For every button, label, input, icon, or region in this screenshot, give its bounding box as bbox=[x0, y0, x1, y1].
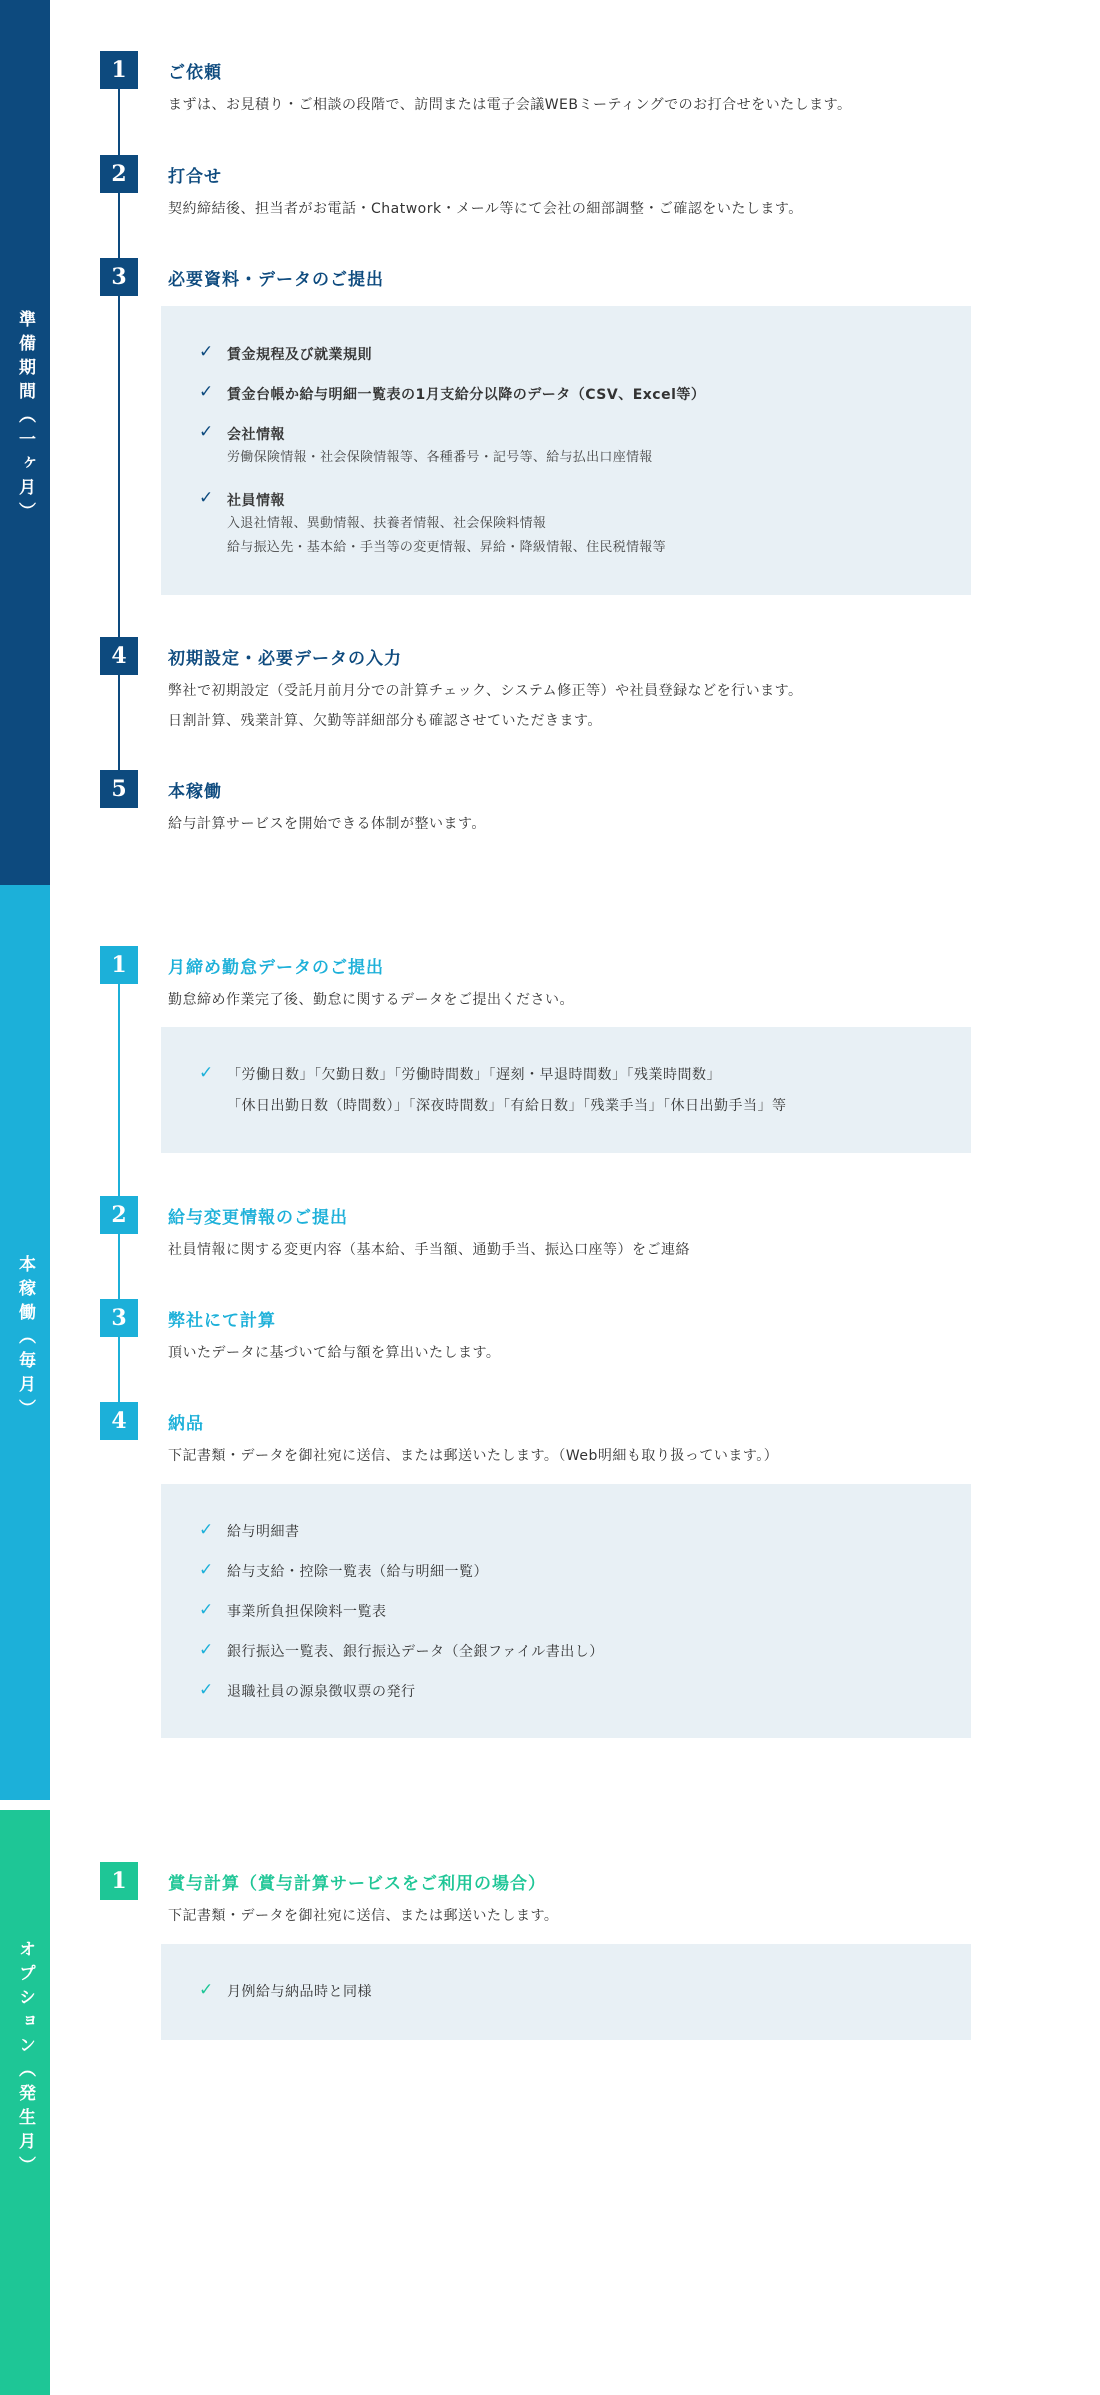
ops-step-4-desc: 下記書類・データを御社宛に送信、または郵送いたします。（Web明細も取り扱っています。） bbox=[168, 1448, 779, 1464]
prep-step-5-title: 本稼働 bbox=[168, 782, 222, 802]
ops-step-4-title: 納品 bbox=[168, 1414, 204, 1434]
deliverable-item: 事業所負担保険料一覧表 bbox=[227, 1604, 387, 1620]
document-item-title: 社員情報 bbox=[227, 493, 285, 509]
option-item: 月例給与納品時と同様 bbox=[227, 1984, 372, 2000]
prep-step-1-title: ご依頼 bbox=[168, 63, 222, 83]
option-items-box bbox=[161, 1944, 971, 2040]
check-icon: ✓ bbox=[199, 1063, 214, 1083]
prep-step-4-desc-line-1: 弊社で初期設定（受託月前月分での計算チェック、システム修正等）や社員登録などを行います。 bbox=[168, 683, 803, 699]
check-icon: ✓ bbox=[199, 382, 214, 402]
check-icon: ✓ bbox=[199, 422, 214, 442]
prep-step-5-desc: 給与計算サービスを開始できる体制が整います。 bbox=[168, 816, 486, 832]
ops-step-1-desc: 勤怠締め作業完了後、勤怠に関するデータをご提出ください。 bbox=[168, 992, 574, 1008]
check-icon: ✓ bbox=[199, 1680, 214, 1700]
option-step-1-desc: 下記書類・データを御社宛に送信、または郵送いたします。 bbox=[168, 1908, 559, 1924]
deliverable-item: 銀行振込一覧表、銀行振込データ（全銀ファイル書出し） bbox=[227, 1644, 604, 1660]
ops-period-label: 本稼働（毎月） bbox=[15, 1255, 35, 1423]
document-item-sub: 入退社情報、異動情報、扶養者情報、社会保険料情報 bbox=[227, 516, 547, 531]
deliverable-item: 退職社員の源泉徴収票の発行 bbox=[227, 1684, 416, 1700]
ops-step-2-desc: 社員情報に関する変更内容（基本給、手当額、通勤手当、振込口座等）をご連絡 bbox=[168, 1242, 690, 1258]
prep-step-4-desc-line-2: 日割計算、残業計算、欠勤等詳細部分も確認させていただきます。 bbox=[168, 713, 602, 729]
check-icon: ✓ bbox=[199, 488, 214, 508]
prep-step-1-number: 1 bbox=[100, 51, 138, 89]
sidebar-prep-period bbox=[0, 0, 50, 885]
ops-step-3-number: 3 bbox=[100, 1299, 138, 1337]
ops-step-4-number: 4 bbox=[100, 1402, 138, 1440]
option-step-1-title: 賞与計算（賞与計算サービスをご利用の場合） bbox=[168, 1874, 546, 1894]
check-icon: ✓ bbox=[199, 1980, 214, 2000]
deliverable-item: 給与支給・控除一覧表（給与明細一覧） bbox=[227, 1564, 488, 1580]
sidebar-ops-period bbox=[0, 885, 50, 1800]
check-icon: ✓ bbox=[199, 1640, 214, 1660]
ops-step-1-title: 月締め勤怠データのご提出 bbox=[168, 958, 384, 978]
prep-step-2-number: 2 bbox=[100, 155, 138, 193]
option-period-label: オプション（発生月） bbox=[15, 1940, 35, 2180]
deliverables-box bbox=[161, 1484, 971, 1738]
attendance-item-line-1: 「労働日数」「欠勤日数」「労働時間数」「遅刻・早退時間数」「残業時間数」 bbox=[227, 1067, 721, 1083]
deliverable-item: 給与明細書 bbox=[227, 1524, 300, 1540]
prep-step-3-title: 必要資料・データのご提出 bbox=[168, 270, 384, 290]
check-icon: ✓ bbox=[199, 1600, 214, 1620]
ops-timeline-line bbox=[118, 965, 120, 1420]
required-documents-box bbox=[161, 306, 971, 595]
ops-step-2-title: 給与変更情報のご提出 bbox=[168, 1208, 348, 1228]
prep-step-4-title: 初期設定・必要データの入力 bbox=[168, 649, 402, 669]
document-item-sub: 労働保険情報・社会保険情報等、各種番号・記号等、給与払出口座情報 bbox=[227, 450, 653, 465]
document-item-sub: 給与振込先・基本給・手当等の変更情報、昇給・降級情報、住民税情報等 bbox=[227, 540, 666, 555]
ops-step-3-desc: 頂いたデータに基づいて給与額を算出いたします。 bbox=[168, 1345, 501, 1361]
document-item-title: 会社情報 bbox=[227, 427, 285, 443]
document-item-title: 賃金台帳か給与明細一覧表の1月支給分以降のデータ（CSV、Excel等） bbox=[227, 387, 706, 403]
prep-step-2-title: 打合せ bbox=[168, 167, 222, 187]
ops-step-2-number: 2 bbox=[100, 1196, 138, 1234]
check-icon: ✓ bbox=[199, 1560, 214, 1580]
ops-step-1-number: 1 bbox=[100, 946, 138, 984]
prep-step-2-desc: 契約締結後、担当者がお電話・Chatwork・メール等にて会社の細部調整・ご確認をいたします。 bbox=[168, 201, 803, 217]
sidebar-option-period bbox=[0, 1810, 50, 2395]
ops-step-3-title: 弊社にて計算 bbox=[168, 1311, 276, 1331]
check-icon: ✓ bbox=[199, 1520, 214, 1540]
prep-step-1-desc: まずは、お見積り・ご相談の段階で、訪問または電子会議WEBミーティングでのお打合せをいたします。 bbox=[168, 97, 852, 113]
prep-step-5-number: 5 bbox=[100, 770, 138, 808]
option-step-1-number: 1 bbox=[100, 1862, 138, 1900]
prep-step-3-number: 3 bbox=[100, 258, 138, 296]
attendance-data-box bbox=[161, 1027, 971, 1153]
prep-step-4-number: 4 bbox=[100, 637, 138, 675]
prep-period-label: 準備期間（一ヶ月） bbox=[15, 310, 35, 526]
check-icon: ✓ bbox=[199, 342, 214, 362]
attendance-item-line-2: 「休日出勤日数（時間数）」「深夜時間数」「有給日数」「残業手当」「休日出勤手当」等 bbox=[227, 1098, 787, 1114]
document-item-title: 賃金規程及び就業規則 bbox=[227, 347, 372, 363]
